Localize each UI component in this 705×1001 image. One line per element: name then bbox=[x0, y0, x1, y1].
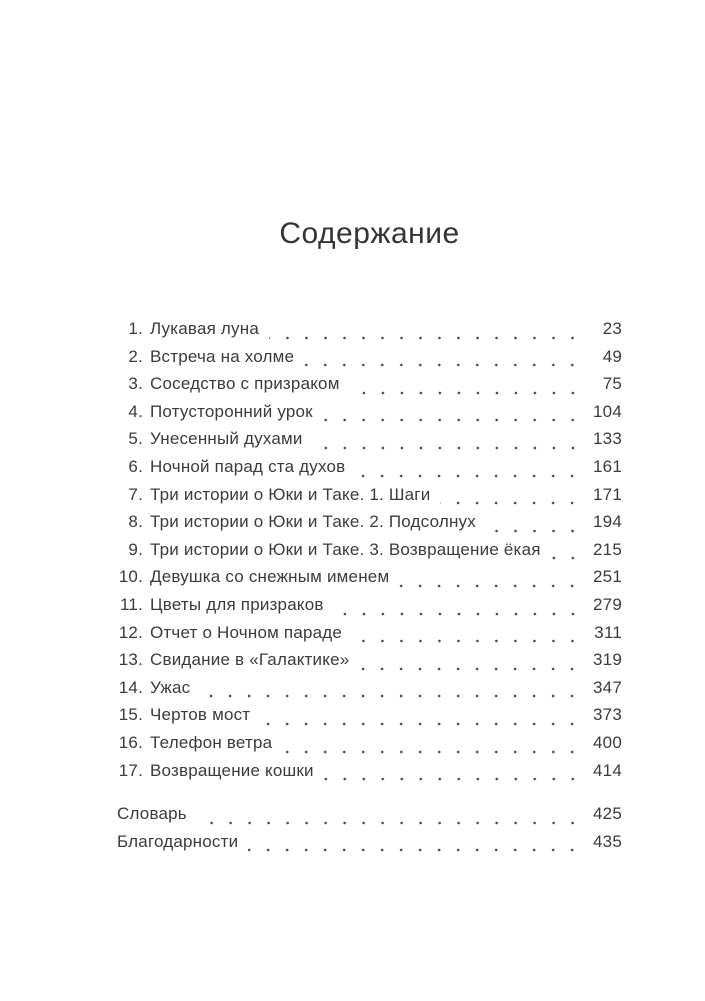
toc-entry bbox=[117, 457, 622, 485]
chapter-title: Три истории о Юки и Таке. 3. Возвращение ёкая bbox=[150, 539, 541, 559]
dot-leader bbox=[399, 567, 586, 595]
toc-entry bbox=[117, 595, 622, 623]
chapter-number: 12. bbox=[118, 622, 143, 642]
page-number: 425 bbox=[593, 804, 622, 824]
chapter-title: Три истории о Юки и Таке. 1. Шаги bbox=[150, 484, 431, 504]
dot-leader bbox=[440, 485, 586, 513]
chapter-title: Встреча на холме bbox=[150, 346, 295, 366]
chapter-number: 3. bbox=[128, 374, 143, 394]
chapter-number: 14. bbox=[118, 677, 143, 697]
toc-entry bbox=[117, 485, 622, 513]
toc-back-matter bbox=[117, 804, 622, 859]
dot-leader bbox=[248, 832, 586, 860]
chapter-number: 8. bbox=[128, 512, 143, 532]
dot-leader bbox=[313, 429, 586, 457]
toc-entry bbox=[117, 623, 622, 651]
page-number: 279 bbox=[593, 594, 622, 614]
page-number: 194 bbox=[593, 512, 622, 532]
chapter-title: Телефон ветра bbox=[150, 732, 273, 752]
page-number: 373 bbox=[593, 705, 622, 725]
dot-leader bbox=[324, 761, 586, 789]
toc-entry bbox=[117, 429, 622, 457]
toc-entry bbox=[117, 761, 622, 789]
dot-leader bbox=[323, 402, 586, 430]
page-number: 133 bbox=[593, 429, 622, 449]
chapter-number: 7. bbox=[128, 484, 143, 504]
dot-leader bbox=[355, 457, 586, 485]
page-number: 414 bbox=[593, 760, 622, 780]
dot-leader bbox=[352, 623, 586, 651]
dot-leader bbox=[551, 540, 586, 568]
dot-leader bbox=[304, 347, 586, 375]
chapter-number: 16. bbox=[118, 732, 143, 752]
page-number: 347 bbox=[593, 677, 622, 697]
toc-entry bbox=[117, 678, 622, 706]
chapter-title: Лукавая луна bbox=[150, 319, 259, 338]
chapter-number: 5. bbox=[128, 429, 143, 449]
chapter-number: 1. bbox=[128, 319, 143, 338]
chapter-number: 17. bbox=[118, 760, 143, 780]
page-number: 319 bbox=[593, 650, 622, 670]
toc-chapter-list bbox=[117, 319, 622, 788]
page-number: 49 bbox=[602, 346, 622, 366]
dot-leader bbox=[260, 705, 586, 733]
chapter-title: Унесенный духами bbox=[150, 429, 303, 449]
toc-entry bbox=[117, 804, 622, 832]
dot-leader bbox=[269, 319, 586, 347]
dot-leader bbox=[486, 512, 586, 540]
chapter-title: Отчет о Ночном параде bbox=[150, 622, 343, 642]
toc-entry bbox=[117, 402, 622, 430]
chapter-title: Ночной парад ста духов bbox=[150, 456, 346, 476]
chapter-number: 6. bbox=[128, 456, 143, 476]
toc-entry bbox=[117, 705, 622, 733]
chapter-number: 13. bbox=[118, 650, 143, 670]
toc-entry bbox=[117, 540, 622, 568]
dot-leader bbox=[282, 733, 586, 761]
chapter-title: Чертов мост bbox=[150, 705, 251, 725]
page-number: 75 bbox=[602, 374, 622, 394]
chapter-title: Девушка со снежным именем bbox=[150, 567, 390, 587]
page-number: 311 bbox=[594, 622, 622, 642]
page-number: 171 bbox=[593, 484, 622, 504]
page-number: 23 bbox=[602, 319, 622, 338]
toc-entry bbox=[117, 374, 622, 402]
chapter-title: Три истории о Юки и Таке. 2. Подсолнух bbox=[150, 512, 476, 532]
chapter-title: Потусторонний урок bbox=[150, 401, 313, 421]
chapter-title: Свидание в «Галактике» bbox=[150, 650, 350, 670]
section-title: Благодарности bbox=[117, 831, 239, 851]
page-number: 215 bbox=[593, 539, 622, 559]
section-title: Словарь bbox=[117, 804, 187, 824]
page-number: 104 bbox=[593, 401, 622, 421]
toc-entry bbox=[117, 347, 622, 375]
dot-leader bbox=[197, 804, 586, 832]
chapter-number: 4. bbox=[128, 401, 143, 421]
toc-entry bbox=[117, 319, 622, 347]
chapter-number: 9. bbox=[128, 539, 143, 559]
page-number: 435 bbox=[593, 831, 622, 851]
toc-entry bbox=[117, 832, 622, 860]
dot-leader bbox=[334, 595, 586, 623]
toc-entry bbox=[117, 650, 622, 678]
chapter-number: 2. bbox=[128, 346, 143, 366]
toc-entry bbox=[117, 512, 622, 540]
page-title: Содержание bbox=[279, 217, 460, 250]
chapter-title: Ужас bbox=[150, 677, 191, 697]
dot-leader bbox=[350, 374, 586, 402]
chapter-number: 10. bbox=[118, 567, 143, 587]
toc-entry bbox=[117, 733, 622, 761]
page-number: 251 bbox=[593, 567, 622, 587]
toc-content-block bbox=[117, 0, 622, 859]
page-number: 400 bbox=[593, 732, 622, 752]
chapter-title: Цветы для призраков bbox=[150, 594, 324, 614]
page-number: 161 bbox=[593, 456, 622, 476]
dot-leader bbox=[200, 678, 586, 706]
chapter-title: Возвращение кошки bbox=[150, 760, 314, 780]
dot-leader bbox=[359, 650, 586, 678]
chapter-number: 15. bbox=[118, 705, 143, 725]
chapter-title: Соседство с призраком bbox=[150, 374, 340, 394]
toc-entry bbox=[117, 567, 622, 595]
chapter-number: 11. bbox=[120, 594, 143, 614]
